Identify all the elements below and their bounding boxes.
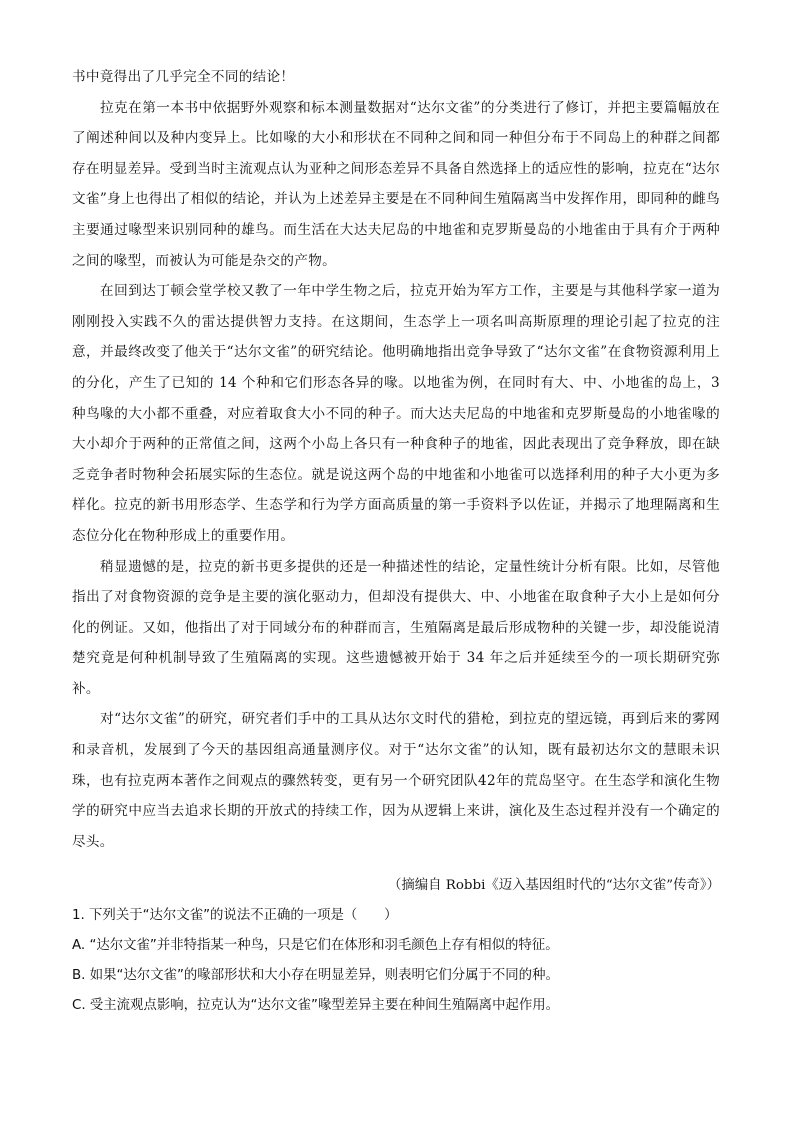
question-block: [72, 906, 732, 1026]
passage-paragraph-2: 拉克在第一本书中依据野外观察和标本测量数据对“达尔文雀”的分类进行了修订，并把主要篇幅放在了阐述种间以及种内变异上。比如喙的大小和形状在不同种之间和同一种但分布于不同岛上的种群之间都存在明显差异。受到当时主流观点认为亚种之间形态差异不具备自然选择上的适应性的影响，拉克在“达尔文雀”身上也得出了相似的结论，并认为上述差异主要是在不同种间生殖隔离当中发挥作用，即同种的雌鸟主要通过喙型来识别同种的雄鸟。而生活在大达夫尼岛的中地雀和克罗斯曼岛的小地雀由于具有介于两种之间的喙型，而被认为可能是杂交的产物。: [72, 99, 720, 269]
passage-paragraph-3: 在回到达丁顿会堂学校又教了一年中学生物之后，拉克开始为军方工作，主要是与其他科学家一道为刚刚投入实践不久的雷达提供智力支持。在这期间，生态学上一项名叫高斯原理的理论引起了拉克的注意，并最终改变了他关于“达尔文雀”的研究结论。他明确地指出竞争导致了“达尔文雀”在食物资源利用上的分化，产生了已知的 14 个种和它们形态各异的喙。以地雀为例，在同时有大、中、小地雀的岛上，3 种鸟喙的大小都不重叠，对应着取食大小不同的种子。而大达夫尼岛的中地雀和克罗斯曼岛的小地雀喙的大小却介于两种的正常值之间，这两个小岛上各只有一种食种子的地雀，因此表现出了竞争释放，即在缺乏竞争者时物种会拓展实际的生态位。就是说这两个岛的中地雀和小地雀可以选择利用的种子大小更为多样化。拉克的新书用形态学、生态学和行为学方面高质量的第一手资料予以佐证，并揭示了地理隔离和生态位分化在物种形成上的重要作用。: [72, 283, 720, 544]
passage-paragraph-1: 书中竟得出了几乎完全不同的结论！: [72, 69, 295, 85]
reading-passage: [72, 62, 720, 857]
question-1-stem: 1. 下列关于“达尔文雀”的说法不正确的一项是（ ）: [72, 908, 398, 923]
question-1-option-c: C. 受主流观点影响，拉克认为“达尔文雀”喙型差异主要在种间生殖隔离中起作用。: [72, 998, 560, 1013]
passage-paragraph-4: 稍显遗憾的是，拉克的新书更多提供的还是一种描述性的结论，定量性统计分析有限。比如，尽管他指出了对食物资源的竞争是主要的演化驱动力，但却没有提供大、中、小地雀在取食种子大小上是如何分化的例证。又如，他指出了对于同域分布的种群而言，生殖隔离是最后形成物种的关键一步，却没能说清楚究竟是何种机制导致了生殖隔离的实现。这些遗憾被开始于 34 年之后并延续至今的一项长期研究弥补。: [72, 558, 720, 697]
passage-source-citation: （摘编自 Robbi《迈入基因组时代的“达尔文雀”传奇》）: [387, 878, 720, 893]
question-1-option-a: A. “达尔文雀”并非特指某一种鸟，只是它们在体形和羽毛颜色上存有相似的特征。: [72, 938, 559, 953]
question-1-option-b: B. 如果“达尔文雀”的喙部形状和大小存在明显差异，则表明它们分属于不同的种。: [72, 968, 559, 983]
passage-paragraph-5: 对“达尔文雀”的研究，研究者们手中的工具从达尔文时代的猎枪，到拉克的望远镜，再到后来的雾网和录音机，发展到了今天的基因组高通量测序仪。对于“达尔文雀”的认知，既有最初达尔文的慧眼未识珠，也有拉克两本著作之间观点的骤然转变，更有另一个研究团队42年的荒岛坚守。在生态学和演化生物学的研究中应当去追求长期的开放式的持续工作，因为从逻辑上来讲，演化及生态过程并没有一个确定的尽头。: [72, 711, 720, 850]
